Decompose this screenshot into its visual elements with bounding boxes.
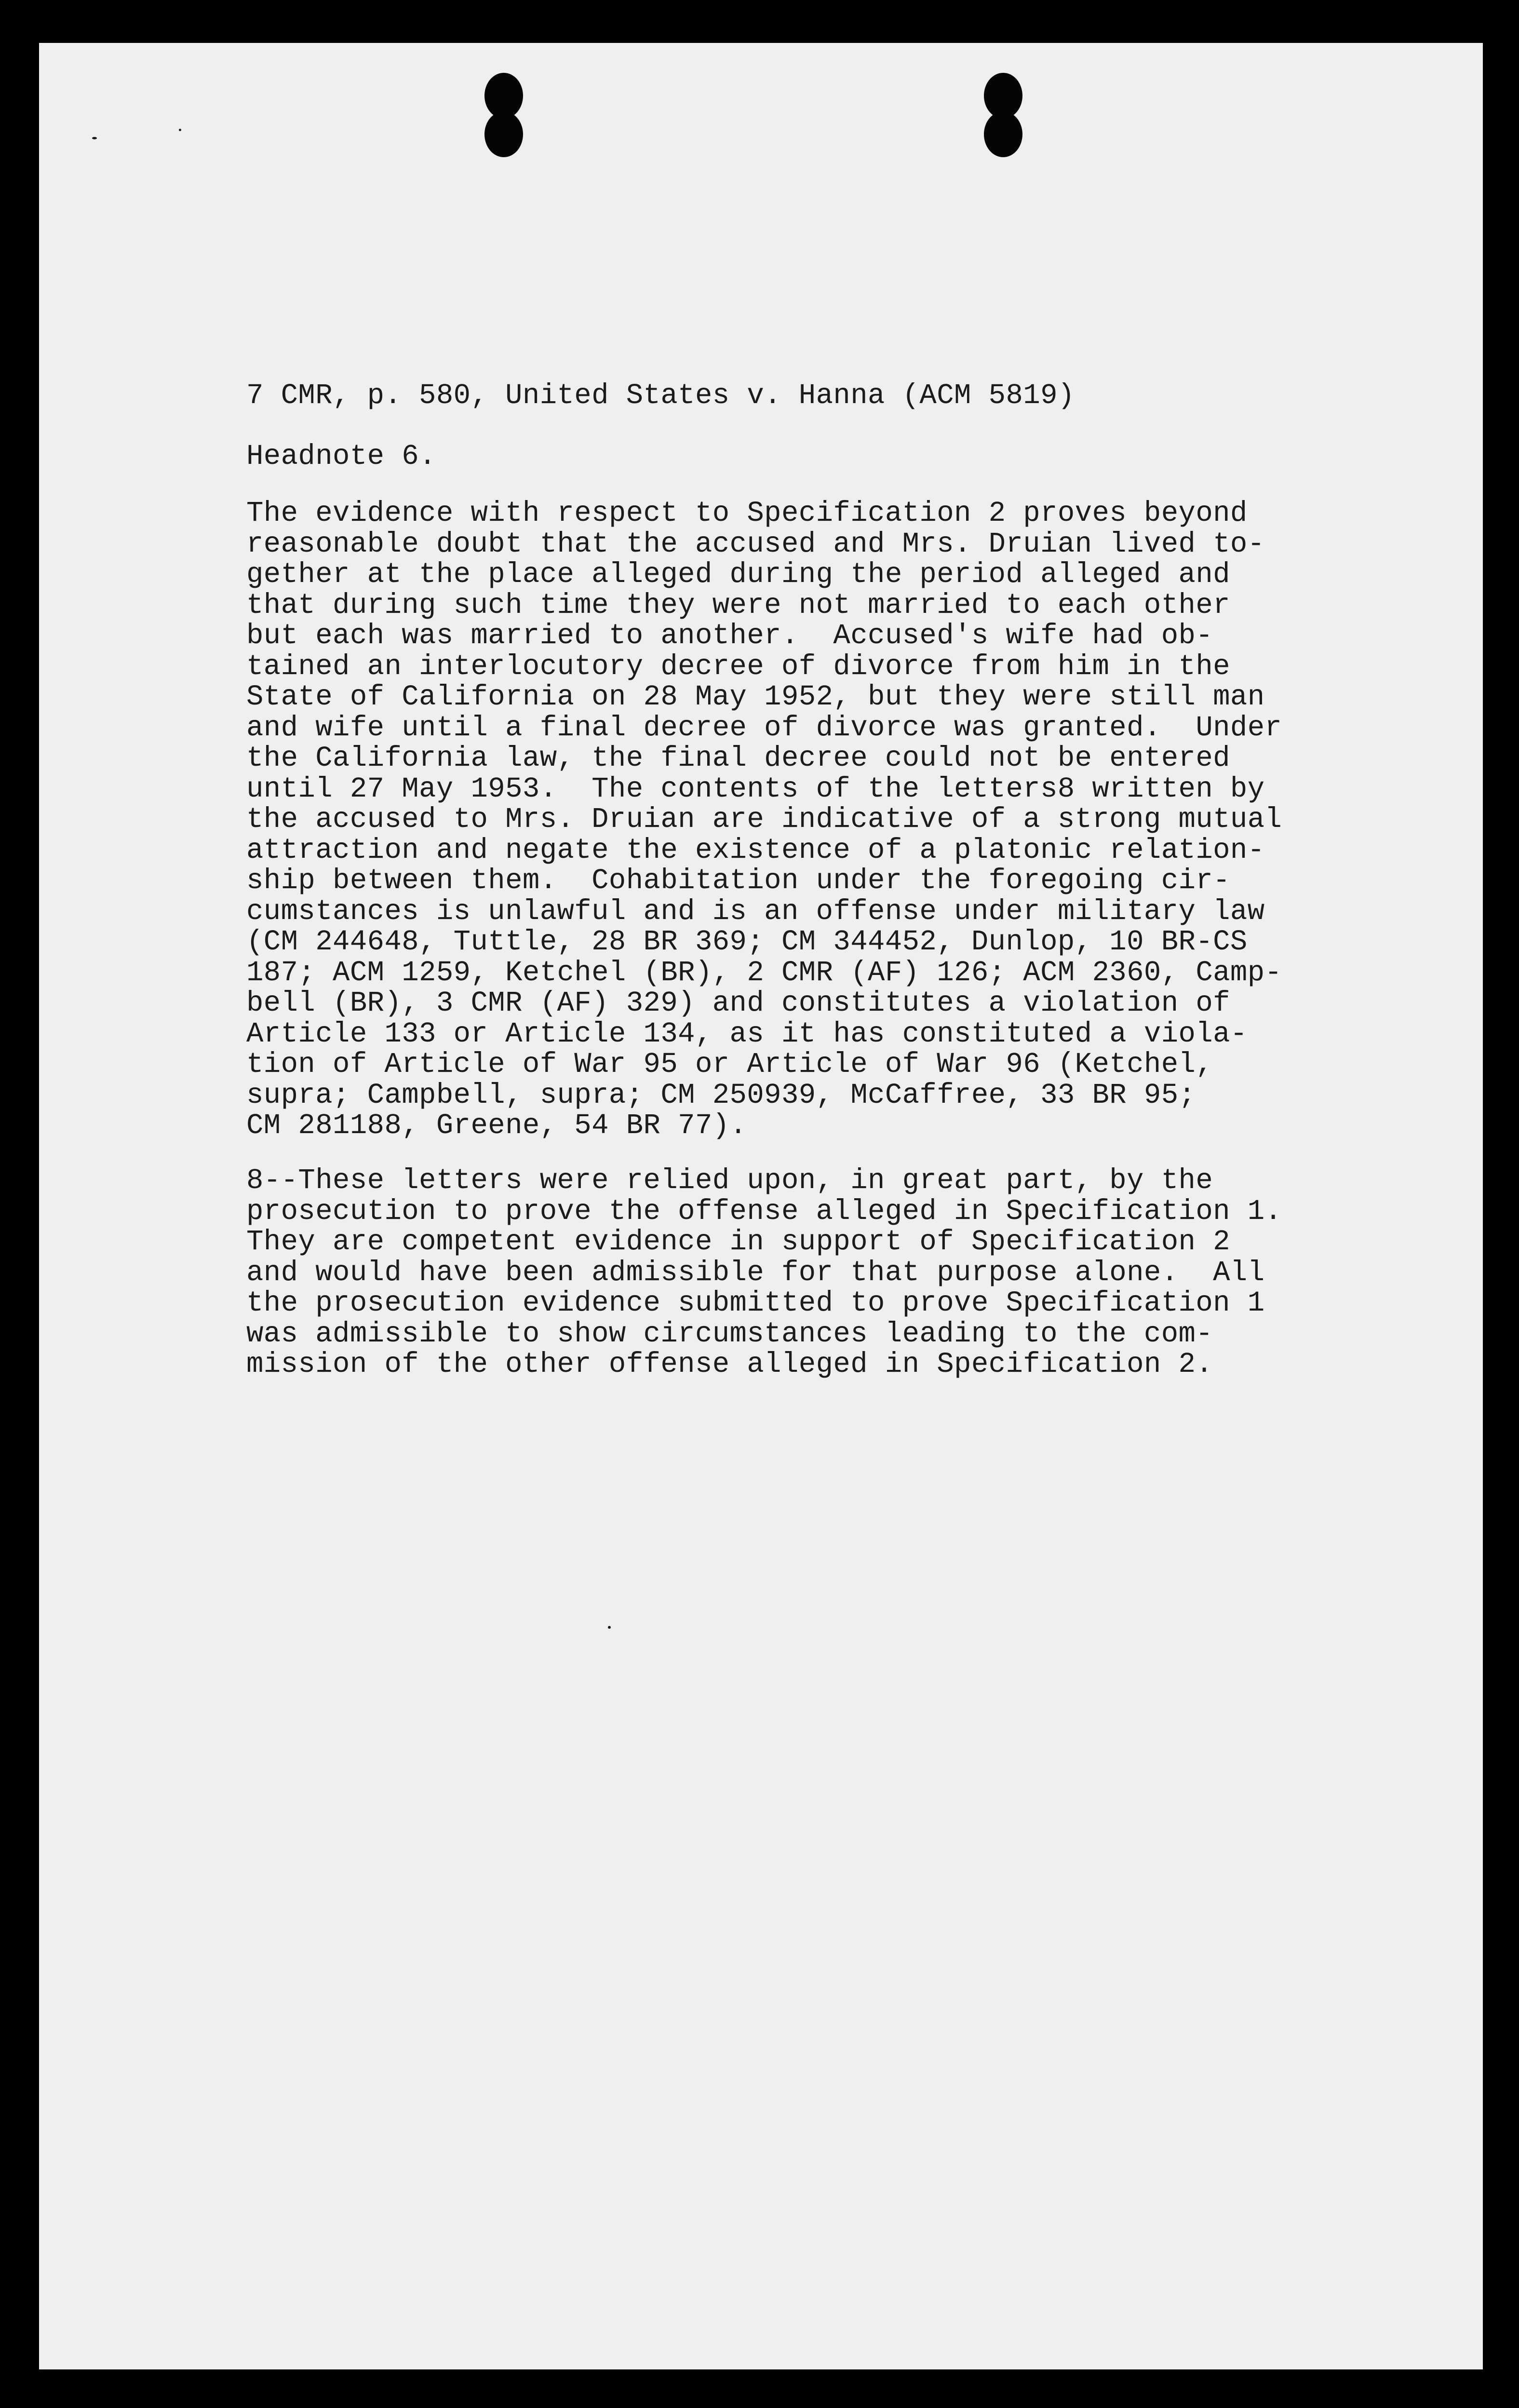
paragraph-line: the accused to Mrs. Druian are indicative of a strong mutual (246, 803, 1282, 836)
footnote-line: and would have been admissible for that purpose alone. All (246, 1256, 1265, 1289)
document-page (39, 43, 1483, 2369)
paper-speck (608, 1626, 611, 1629)
paragraph-line: supra; Campbell, supra; CM 250939, McCaffree, 33 BR 95; (246, 1079, 1196, 1111)
headnote-label: Headnote 6. (246, 440, 436, 473)
paragraph-line: but each was married to another. Accused's wife had ob- (246, 620, 1213, 652)
punch-hole-left (484, 73, 523, 157)
paragraph-line: and wife until a final decree of divorce was granted. Under (246, 711, 1282, 744)
footnote-line: prosecution to prove the offense alleged in Specification 1. (246, 1195, 1282, 1228)
paragraph-line: tion of Article of War 95 or Article of War 96 (Ketchel, (246, 1048, 1213, 1081)
paragraph-line: that during such time they were not married to each other (246, 589, 1230, 622)
paragraph-line: gether at the place alleged during the period alleged and (246, 558, 1230, 591)
footnote-line: They are competent evidence in support of Specification 2 (246, 1226, 1230, 1258)
paragraph-line: cumstances is unlawful and is an offense under military law (246, 895, 1265, 928)
paragraph-line: CM 281188, Greene, 54 BR 77). (246, 1109, 747, 1142)
paragraph-line: bell (BR), 3 CMR (AF) 329) and constitutes a violation of (246, 987, 1230, 1019)
paragraph-line: tained an interlocutory decree of divorce from him in the (246, 650, 1230, 683)
paragraph-line: State of California on 28 May 1952, but they were still man (246, 681, 1265, 713)
paragraph-line: until 27 May 1953. The contents of the letters8 written by (246, 772, 1265, 805)
paragraph-line: (CM 244648, Tuttle, 28 BR 369; CM 344452, Dunlop, 10 BR-CS (246, 926, 1248, 958)
paper-speck (179, 129, 181, 131)
paragraph-line: the California law, the final decree could not be entered (246, 742, 1230, 774)
footnote-line: 8--These letters were relied upon, in great part, by the (246, 1164, 1213, 1197)
footnote-paragraph (246, 1165, 1282, 1380)
body-paragraph (246, 498, 1282, 1141)
footnote-line: was admissible to show circumstances leading to the com- (246, 1317, 1213, 1350)
footnote-line: the prosecution evidence submitted to prove Specification 1 (246, 1287, 1265, 1319)
paragraph-line: attraction and negate the existence of a platonic relation- (246, 834, 1265, 866)
paragraph-line: reasonable doubt that the accused and Mrs. Druian lived to- (246, 528, 1265, 560)
paragraph-line: The evidence with respect to Specification 2 proves beyond (246, 497, 1248, 529)
paragraph-line: 187; ACM 1259, Ketchel (BR), 2 CMR (AF) 126; ACM 2360, Camp- (246, 956, 1282, 989)
paragraph-line: Article 133 or Article 134, as it has constituted a viola- (246, 1017, 1248, 1050)
paper-speck (92, 137, 97, 139)
footnote-line: mission of the other offense alleged in Specification 2. (246, 1348, 1213, 1380)
paragraph-line: ship between them. Cohabitation under the foregoing cir- (246, 865, 1230, 897)
case-citation: 7 CMR, p. 580, United States v. Hanna (ACM 5819) (246, 379, 1075, 412)
punch-hole-right (984, 73, 1022, 157)
